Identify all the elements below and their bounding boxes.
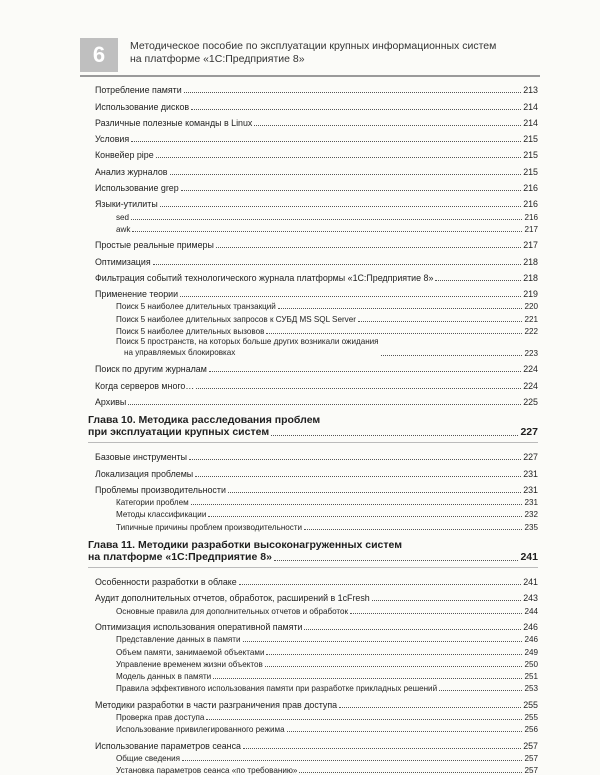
toc-entry-label: Методики разработки в части разграничения прав доступа bbox=[95, 699, 338, 710]
toc-entry-page: 250 bbox=[524, 659, 538, 669]
toc-entry-page: 217 bbox=[523, 240, 538, 251]
toc-entry[interactable] bbox=[88, 222, 538, 234]
toc-entry-label: Локализация проблемы bbox=[95, 468, 194, 479]
toc-entry-label: Особенности разработки в облаке bbox=[95, 577, 237, 588]
toc-entry-page: 218 bbox=[523, 256, 538, 267]
toc-entry-label: Когда серверов много… bbox=[95, 380, 195, 391]
toc-entry-page: 218 bbox=[523, 272, 538, 283]
leader-dots bbox=[191, 504, 523, 505]
toc-entry-page: 246 bbox=[524, 635, 538, 645]
toc-entry-page: 219 bbox=[523, 289, 538, 300]
toc-entry-label: Использование привилегированного режима bbox=[116, 725, 285, 735]
toc-entry-page: 216 bbox=[523, 183, 538, 194]
toc-entry-label: Базовые инструменты bbox=[95, 452, 187, 463]
header-title-line1: Методическое пособие по эксплуатации крупных информационных систем bbox=[130, 40, 497, 52]
toc-entry-page: 231 bbox=[523, 484, 538, 495]
toc-entry-page: 257 bbox=[524, 766, 538, 775]
table-of-contents bbox=[88, 79, 538, 775]
toc-entry[interactable] bbox=[88, 632, 538, 644]
page-number: 6 bbox=[80, 38, 118, 72]
toc-entry-page: 213 bbox=[523, 85, 538, 96]
toc-entry[interactable] bbox=[88, 751, 538, 763]
toc-entry-label: Правила эффективного использования памяти при разработке прикладных решений bbox=[116, 684, 438, 694]
toc-entry-label: Поиск 5 наиболее длительных запросов к СУБД MS SQL Server bbox=[116, 314, 356, 324]
toc-entry[interactable] bbox=[88, 644, 538, 656]
toc-entry[interactable] bbox=[88, 177, 538, 193]
chapter-10-entries bbox=[88, 446, 538, 532]
chapter-11-heading[interactable] bbox=[88, 539, 538, 564]
chapter-title-line1: Глава 11. Методики разработки высоконагруженных систем bbox=[88, 538, 402, 551]
toc-entry[interactable] bbox=[88, 669, 538, 681]
leader-dots bbox=[265, 666, 523, 667]
leader-dots bbox=[243, 748, 521, 749]
leader-dots bbox=[160, 206, 521, 207]
leader-dots bbox=[213, 678, 522, 679]
toc-entry[interactable] bbox=[88, 495, 538, 507]
toc-entry-page: 223 bbox=[524, 349, 538, 359]
toc-entry-label-line1: Поиск 5 пространств, на которых больше других возникали ожидания bbox=[116, 337, 379, 347]
toc-entry[interactable] bbox=[88, 507, 538, 519]
toc-entry[interactable] bbox=[88, 358, 538, 374]
toc-entry-label: Поиск 5 наиболее длительных транзакций bbox=[116, 302, 276, 312]
leader-dots bbox=[180, 296, 521, 297]
leader-dots bbox=[278, 308, 523, 309]
toc-entry-label: Оптимизация bbox=[95, 256, 151, 267]
header-title-line2: на платформе «1С:Предприятие 8» bbox=[130, 53, 305, 65]
toc-entry[interactable] bbox=[88, 144, 538, 160]
toc-entry-page: 251 bbox=[524, 672, 538, 682]
toc-entry-label: Анализ журналов bbox=[95, 166, 168, 177]
leader-dots bbox=[170, 174, 522, 175]
toc-entry[interactable] bbox=[88, 209, 538, 221]
toc-entry[interactable] bbox=[88, 587, 538, 603]
chapter-title-line2: на платформе «1С:Предприятие 8» bbox=[88, 551, 272, 564]
toc-entry-page: 215 bbox=[523, 134, 538, 145]
toc-entry[interactable] bbox=[88, 250, 538, 266]
header-rule bbox=[80, 75, 540, 77]
toc-entry[interactable] bbox=[88, 519, 538, 531]
toc-entry-page: 221 bbox=[524, 314, 538, 324]
toc-entry-label: Условия bbox=[95, 134, 130, 145]
leader-dots bbox=[156, 157, 522, 158]
toc-entry-label: Архивы bbox=[95, 396, 127, 407]
leader-dots bbox=[304, 529, 522, 530]
leader-dots bbox=[196, 388, 521, 389]
toc-entry-label: Проблемы производительности bbox=[95, 484, 226, 495]
toc-entry[interactable] bbox=[88, 763, 538, 775]
toc-entry-label: sed bbox=[116, 212, 130, 222]
toc-entry-page: 224 bbox=[523, 364, 538, 375]
leader-dots bbox=[339, 707, 521, 708]
toc-entry-page: 217 bbox=[524, 224, 538, 234]
toc-entry[interactable] bbox=[88, 681, 538, 693]
chapter-divider bbox=[88, 567, 538, 568]
toc-entry-page: 227 bbox=[523, 452, 538, 463]
toc-entry-page: 255 bbox=[523, 699, 538, 710]
toc-entry[interactable] bbox=[88, 160, 538, 176]
toc-entry-page: 231 bbox=[523, 468, 538, 479]
toc-entry-page: 214 bbox=[523, 101, 538, 112]
leader-dots bbox=[266, 333, 522, 334]
toc-entry-label: Потребление памяти bbox=[95, 85, 182, 96]
leader-dots bbox=[131, 219, 522, 220]
toc-entry[interactable] bbox=[88, 446, 538, 462]
toc-entry-page: 222 bbox=[524, 327, 538, 337]
toc-entry-page: 231 bbox=[524, 498, 538, 508]
leader-dots bbox=[181, 190, 522, 191]
leader-dots bbox=[299, 772, 522, 773]
leader-dots bbox=[239, 584, 521, 585]
leader-dots bbox=[439, 690, 522, 691]
toc-entry-label: awk bbox=[116, 224, 131, 234]
toc-entry[interactable] bbox=[88, 234, 538, 250]
leader-dots bbox=[195, 476, 521, 477]
toc-entry-page: 257 bbox=[523, 740, 538, 751]
toc-entry-label: Аудит дополнительных отчетов, обработок, расширений в 1cFresh bbox=[95, 593, 370, 604]
toc-entry-page: 232 bbox=[524, 510, 538, 520]
toc-entry[interactable] bbox=[88, 657, 538, 669]
toc-entry-page: 225 bbox=[523, 396, 538, 407]
leader-dots bbox=[132, 231, 522, 232]
toc-entry[interactable] bbox=[88, 79, 538, 95]
leader-dots bbox=[208, 516, 522, 517]
toc-entry[interactable] bbox=[88, 693, 538, 709]
leader-dots bbox=[266, 654, 522, 655]
toc-entry[interactable] bbox=[88, 336, 538, 358]
toc-entry-label: Объем памяти, занимаемой объектами bbox=[116, 647, 265, 657]
toc-entry-page: 243 bbox=[523, 593, 538, 604]
toc-entry-label: Языки-утилиты bbox=[95, 199, 158, 210]
leader-dots bbox=[254, 125, 521, 126]
toc-entry-label: Основные правила для дополнительных отчетов и обработок bbox=[116, 606, 349, 616]
toc-entry[interactable] bbox=[88, 571, 538, 587]
toc-entry-label: Использование параметров сеанса bbox=[95, 740, 241, 751]
toc-entry-page: 214 bbox=[523, 117, 538, 128]
toc-entry[interactable] bbox=[88, 374, 538, 390]
toc-entry-label: Поиск по другим журналам bbox=[95, 364, 207, 375]
leader-dots bbox=[304, 629, 521, 630]
toc-entry-page: 215 bbox=[523, 150, 538, 161]
toc-entry-page: 224 bbox=[523, 380, 538, 391]
toc-entry-page: 241 bbox=[523, 577, 538, 588]
toc-entry-page: 246 bbox=[523, 621, 538, 632]
leader-dots bbox=[206, 719, 522, 720]
toc-entry-label: Использование grep bbox=[95, 183, 179, 194]
toc-entry-label: Категории проблем bbox=[116, 498, 189, 508]
toc-entry-page: 220 bbox=[524, 302, 538, 312]
toc-entry[interactable] bbox=[88, 616, 538, 632]
toc-entry-label bbox=[116, 337, 379, 358]
leader-dots bbox=[191, 109, 521, 110]
toc-entry-page: 253 bbox=[524, 684, 538, 694]
chapter-11-entries bbox=[88, 571, 538, 775]
chapter-page: 227 bbox=[520, 426, 538, 439]
leader-dots bbox=[372, 600, 521, 601]
leader-dots bbox=[216, 247, 521, 248]
leader-dots bbox=[381, 355, 523, 356]
toc-entry[interactable] bbox=[88, 462, 538, 478]
toc-section-b bbox=[88, 358, 538, 407]
toc-entry-label: Управление временем жизни объектов bbox=[116, 659, 263, 669]
toc-entry[interactable] bbox=[88, 128, 538, 144]
toc-entry[interactable] bbox=[88, 311, 538, 323]
chapter-10-heading[interactable] bbox=[88, 414, 538, 439]
toc-entry-label: Фильтрация событий технологического журнала платформы «1С:Предприятие 8» bbox=[95, 272, 434, 283]
toc-entry-label: Применение теории bbox=[95, 289, 179, 300]
toc-entry-label: Поиск 5 наиболее длительных вызовов bbox=[116, 327, 265, 337]
leader-dots bbox=[274, 560, 519, 561]
leader-dots bbox=[287, 731, 523, 732]
toc-entry-label: Представление данных в памяти bbox=[116, 635, 241, 645]
toc-entry-page: 257 bbox=[524, 753, 538, 763]
toc-entry[interactable] bbox=[88, 283, 538, 299]
leader-dots bbox=[128, 404, 521, 405]
toc-entry[interactable] bbox=[88, 95, 538, 111]
toc-entry-label: Модель данных в памяти bbox=[116, 672, 212, 682]
leader-dots bbox=[131, 141, 521, 142]
toc-entry-label: Различные полезные команды в Linux bbox=[95, 117, 253, 128]
toc-entry-page: 244 bbox=[524, 606, 538, 616]
toc-entry[interactable] bbox=[88, 722, 538, 734]
toc-entry[interactable] bbox=[88, 710, 538, 722]
leader-dots bbox=[271, 435, 518, 436]
chapter-title-line1: Глава 10. Методика расследования проблем bbox=[88, 413, 321, 426]
toc-entry-page: 256 bbox=[524, 725, 538, 735]
chapter-title-line2: при эксплуатации крупных систем bbox=[88, 426, 270, 439]
toc-entry-page: 216 bbox=[524, 212, 538, 222]
toc-entry[interactable] bbox=[88, 391, 538, 407]
toc-entry-label: Проверка прав доступа bbox=[116, 712, 205, 722]
toc-entry[interactable] bbox=[88, 193, 538, 209]
toc-entry-label: Использование дисков bbox=[95, 101, 190, 112]
leader-dots bbox=[153, 264, 522, 265]
toc-entry-page: 215 bbox=[523, 166, 538, 177]
toc-entry[interactable] bbox=[88, 299, 538, 311]
leader-dots bbox=[209, 371, 521, 372]
chapter-divider bbox=[88, 442, 538, 443]
toc-entry-label: Оптимизация использования оперативной памяти bbox=[95, 621, 303, 632]
leader-dots bbox=[350, 613, 522, 614]
running-header bbox=[80, 38, 540, 72]
toc-entry-label: Простые реальные примеры bbox=[95, 240, 214, 251]
toc-entry-label: Установка параметров сеанса «по требованию» bbox=[116, 766, 298, 775]
toc-entry[interactable] bbox=[88, 267, 538, 283]
chapter-page: 241 bbox=[520, 551, 538, 564]
leader-dots bbox=[184, 92, 522, 93]
toc-entry[interactable] bbox=[88, 603, 538, 615]
toc-entry-label: Конвейер pipe bbox=[95, 150, 154, 161]
leader-dots bbox=[182, 760, 522, 761]
leader-dots bbox=[228, 492, 521, 493]
header-title bbox=[130, 40, 496, 66]
leader-dots bbox=[358, 321, 523, 322]
toc-section-a bbox=[88, 79, 538, 336]
toc-entry-label: Типичные причины проблем производительности bbox=[116, 522, 303, 532]
toc-entry-label: Общие сведения bbox=[116, 753, 181, 763]
toc-entry-page: 216 bbox=[523, 199, 538, 210]
toc-entry-page: 255 bbox=[524, 712, 538, 722]
toc-entry-label-line2: на управляемых блокировках bbox=[124, 347, 236, 357]
toc-entry[interactable] bbox=[88, 112, 538, 128]
toc-entry[interactable] bbox=[88, 479, 538, 495]
toc-entry-label: Методы классификации bbox=[116, 510, 207, 520]
leader-dots bbox=[243, 641, 523, 642]
leader-dots bbox=[435, 280, 521, 281]
toc-entry[interactable] bbox=[88, 324, 538, 336]
leader-dots bbox=[189, 459, 521, 460]
toc-entry-page: 249 bbox=[524, 647, 538, 657]
toc-entry-page: 235 bbox=[524, 522, 538, 532]
toc-entry[interactable] bbox=[88, 734, 538, 750]
